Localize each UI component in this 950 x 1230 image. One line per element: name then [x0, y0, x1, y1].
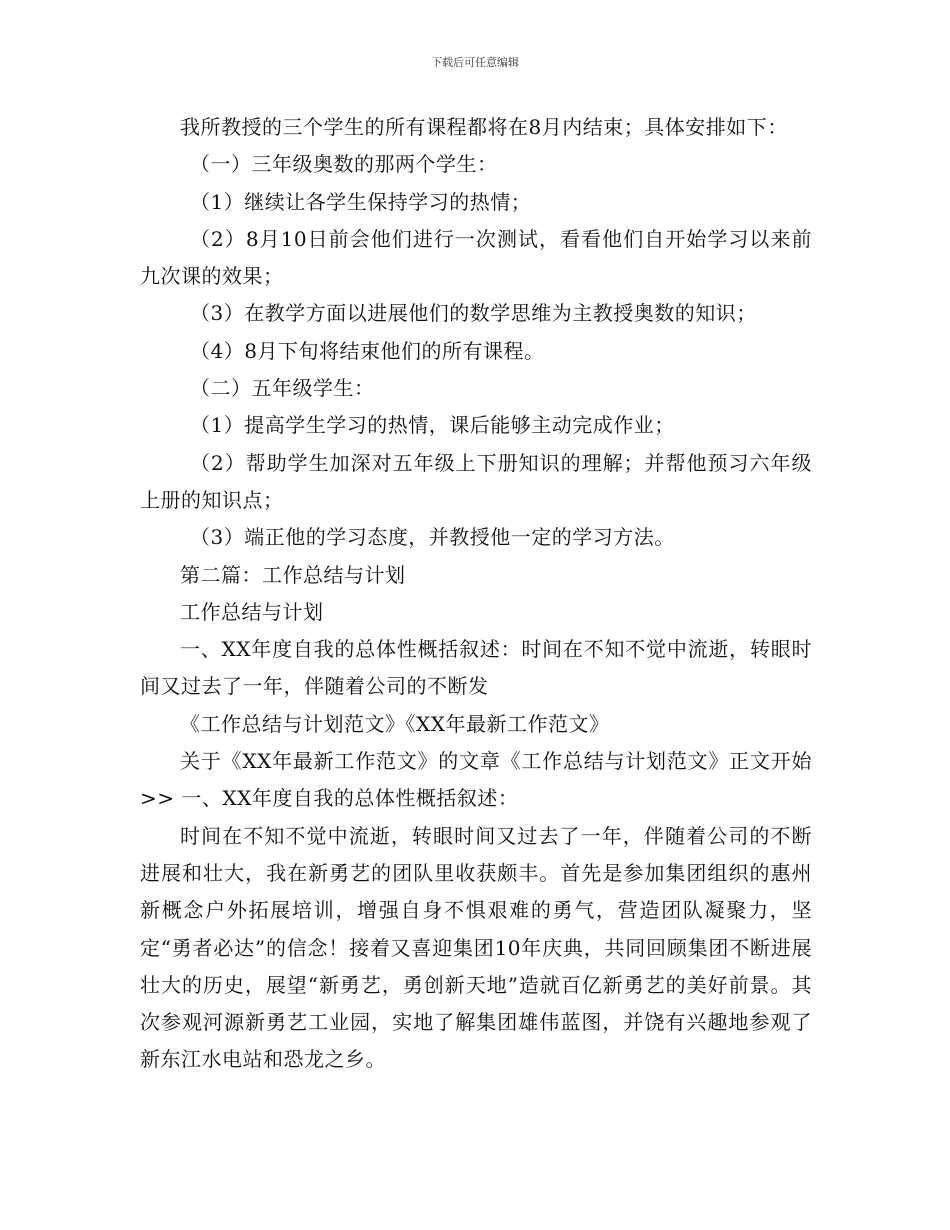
article-title: 工作总结与计划 [180, 599, 324, 624]
list-item-grade3-4: （4）8月下旬将结束他们的所有课程。 [190, 338, 545, 363]
section-heading-grade5: （二）五年级学生： [190, 376, 375, 401]
list-item-grade5-2: （2）帮助学生加深对五年级上下册知识的理解；并帮他预习六年级上册的知识点； [140, 450, 812, 512]
document-body [140, 109, 812, 1079]
list-item-grade3-1: （1）继续让各学生保持学习的热情； [190, 189, 532, 214]
chapter-title: 第二篇：工作总结与计划 [180, 562, 406, 587]
section-heading-grade3: （一）三年级奥数的那两个学生： [190, 152, 498, 177]
list-item-grade5-3: （3）端正他的学习态度，并教授他一定的学习方法。 [190, 525, 675, 550]
paragraph-intro: 我所教授的三个学生的所有课程都将在8月内结束；具体安排如下： [180, 115, 788, 139]
paragraph-article-start: 关于《XX年最新工作范文》的文章《工作总结与计划范文》正文开始>> 一、XX年度自我的总体性概括叙述： [140, 749, 812, 811]
list-item-grade3-2: （2）8月10日前会他们进行一次测试，看看他们自开始学习以来前九次课的效果； [140, 226, 812, 289]
paragraph-main-body: 时间在不知不觉中流逝，转眼时间又过去了一年，伴随着公司的不断进展和壮大，我在新勇艺的团队里收获颇丰。首先是参加集团组织的惠州新概念户外拓展培训，增强自身不惧艰难的勇气，营造团队凝聚力，坚定“勇者必达”的信念！接着又喜迎集团10年庆典，共同回顾集团不断进展壮大的历史，展望“新勇艺，勇创新天地”造就百亿新勇艺的美好前景。其次参观河源新勇艺工业园，实地了解集团雄伟蓝图，并饶有兴趣地参观了新东江水电站和恐龙之乡。 [140, 823, 812, 1072]
paragraph-related-titles: 《工作总结与计划范文》《XX年最新工作范文》 [180, 711, 610, 736]
list-item-grade5-1: （1）提高学生学习的热情，课后能够主动完成作业； [190, 413, 675, 438]
paragraph-summary-lead: 一、XX年度自我的总体性概括叙述：时间在不知不觉中流逝，转眼时间又过去了一年，伴随着公司的不断发 [140, 637, 812, 699]
page-header: 下载后可任意编辑 [431, 56, 519, 69]
list-item-grade3-3: （3）在教学方面以进展他们的数学思维为主教授奥数的知识； [190, 301, 757, 326]
